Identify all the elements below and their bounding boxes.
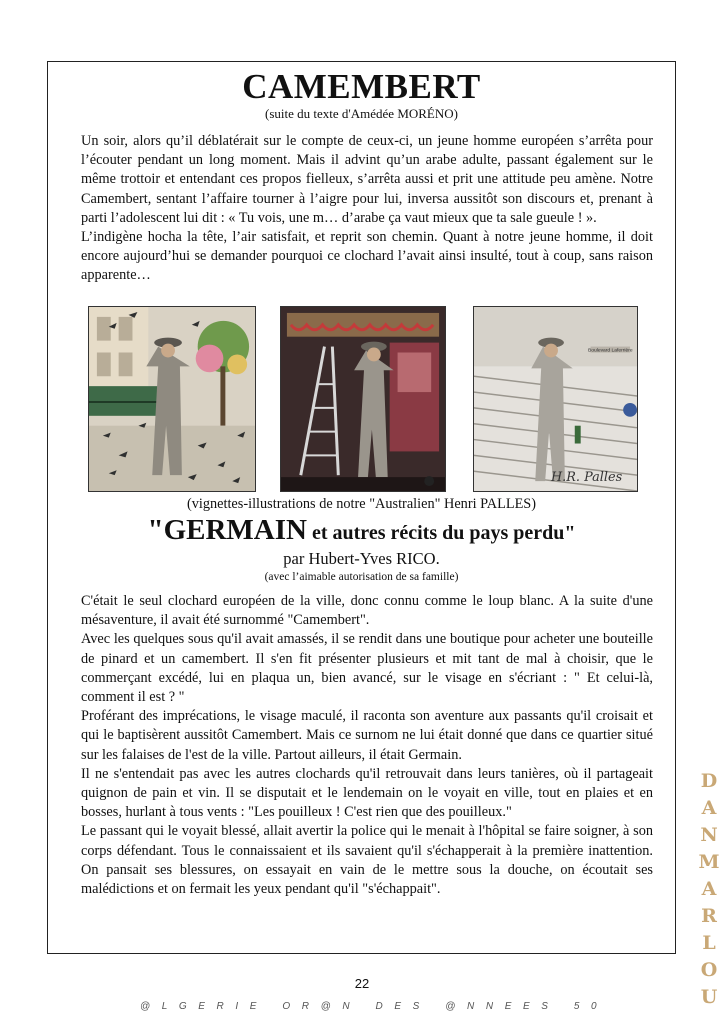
story-text <box>81 592 653 899</box>
story-permission: (avec l’aimable autorisation de sa famille) <box>264 571 459 583</box>
article-title: CAMEMBERT <box>242 67 481 106</box>
wall-sign-text: Boulevard Laferrière <box>587 348 633 354</box>
paragraph: Proférant des imprécations, le visage maculé, il raconta son aventure aux passants qu'il croisait et qui le baptisèrent aussitôt Camembert. Mais ce surnom ne lui était donné que dans ce quartier situé sur les falaises de l'est de la ville. Partout ailleurs, il était Germain. <box>81 708 653 763</box>
article-subtitle: (suite du texte d'Amédée MORÉNO) <box>265 106 458 121</box>
vignettes-caption: (vignettes-illustrations de notre "Australien" Henri PALLES) <box>186 496 537 512</box>
vignette-steps-illustration <box>473 306 638 492</box>
article-frame <box>47 61 676 954</box>
story-title-rest: et autres récits du pays perdu" <box>306 522 576 544</box>
side-watermark: DANMARLOU <box>698 770 720 1008</box>
story-byline: par Hubert-Yves RICO. <box>283 549 440 568</box>
paragraph: Le passant qui le voyait blessé, allait avertir la police qui le menait à l'hôpital se faire soigner, à son corps défendant. Tous le connaissaient et ils savaient qu'il s'échapperait à la première inattention. On pansait ses blessures, on essayait en vain de le mettre sous la douche, on écoutait ses malédictions et on fermait les yeux pendant qu'il "s'échappait". <box>81 823 653 898</box>
paragraph: Un soir, alors qu’il déblatérait sur le compte de ceux-ci, un jeune homme européen s’arrêta pour l’écouter pendant un long moment. Mais il advint qu’un arabe adulte, passant également sur le même trottoir et entendant ces propos fielleux, s’arrêta aussi et prit une attitude peu amène. Notre Camembert, sentant l’affaire tourner à l’aigre pour lui, inversa aussitôt son discours et, prenant à parti l’adolescent lui dit : « Tu vois, une m… d’arabe ça vaut mieux que ta sale gueule ! ». <box>81 133 653 226</box>
footer-text: @LGERIE OR@N DES @NNEES 50 <box>140 1001 609 1012</box>
paragraph: Avec les quelques sous qu'il avait amassés, il se rendit dans une boutique pour acheter une bouteille de pinard et un camembert. Il s'en fit présenter plusieurs et mit tant de mal à choisir, que le commerçant excédé, lui en plaqua un, bien avancé, sur le visage en s'écriant : " Et celui-là, comment il est ? " <box>81 631 653 706</box>
paragraph: Il ne s'entendait pas avec les autres clochards qu'il retrouvait dans leurs tanières, où il partageait quignon de pain et vin. Il se disputait et le lendemain on le voyait en ville, tout en plaies et en bosses, hurlant à tous vents : "Les pouilleux ! C'est rien que des pouilleux." <box>81 765 653 821</box>
story-title-main: "GERMAIN <box>147 514 307 546</box>
vignette-ladder-illustration <box>280 306 446 492</box>
article-text <box>81 132 653 286</box>
paragraph: C'était le seul clochard européen de la ville, donc connu comme le loup blanc. A la suite d'une mésaventure, il avait été surnommé "Camembert". <box>81 593 653 629</box>
vignettes-row <box>88 306 638 492</box>
artist-signature: H.R. Palles <box>550 470 623 486</box>
vignette-pigeons-illustration <box>88 306 256 492</box>
story-title <box>48 512 675 551</box>
page-number: 22 <box>354 976 370 991</box>
paragraph: L’indigène hocha la tête, l’air satisfait, et reprit son chemin. Quant à notre jeune homme, il doit encore aujourd’hui se demander pourquoi ce clochard l’avait ainsi insulté, tout à coup, sans raison apparente… <box>81 229 653 284</box>
